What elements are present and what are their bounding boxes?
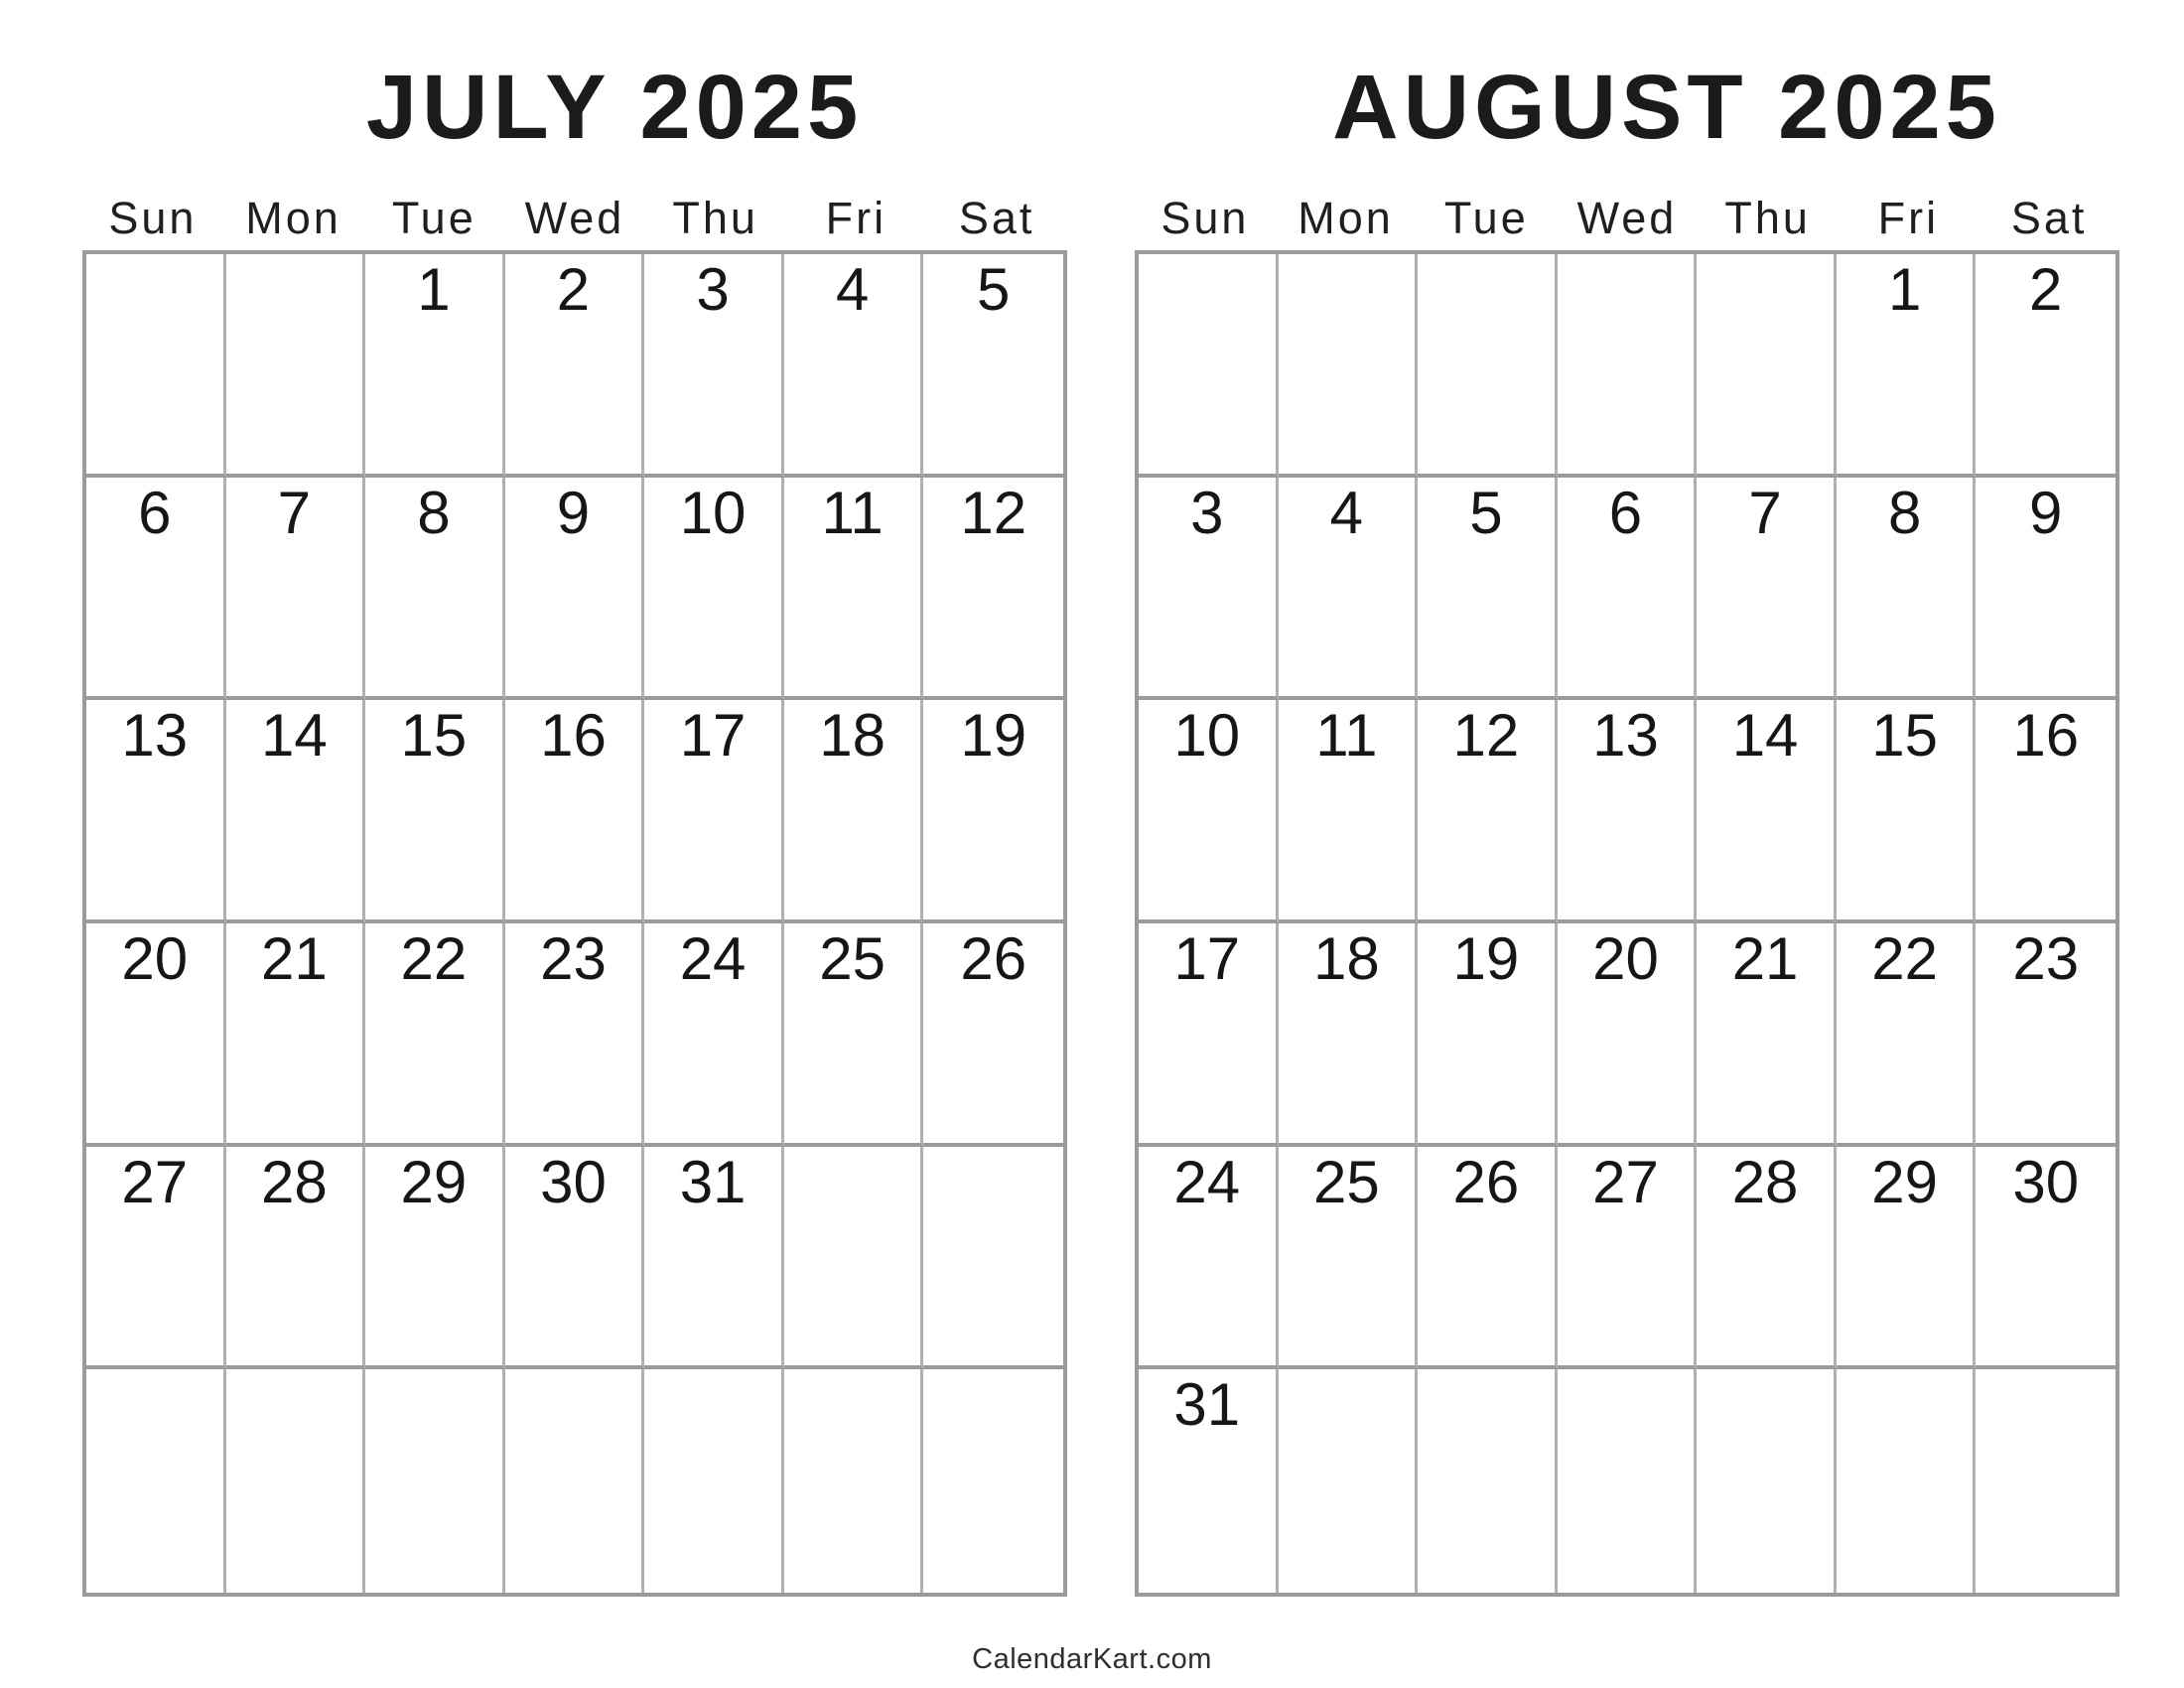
day-number: 5	[1469, 479, 1503, 546]
day-number: 1	[1887, 256, 1922, 323]
day-cell	[1139, 923, 1279, 1147]
day-number: 14	[260, 702, 328, 770]
day-cell	[1558, 700, 1698, 923]
weekday-header-row	[82, 193, 1067, 243]
weekday-label: Thu	[1724, 193, 1811, 243]
day-cell	[1976, 1147, 2116, 1370]
day-number: 17	[1173, 925, 1241, 992]
day-cell	[1976, 700, 2116, 923]
month-grid	[1135, 250, 2119, 1597]
day-number: 11	[821, 479, 884, 546]
day-cell	[784, 923, 924, 1147]
day-cell	[1279, 923, 1419, 1147]
day-number: 6	[138, 479, 172, 546]
day-cell	[1837, 923, 1977, 1147]
day-cell	[1976, 478, 2116, 701]
day-cell	[86, 478, 226, 701]
day-number: 16	[2012, 702, 2080, 770]
day-cell	[1837, 1147, 1977, 1370]
day-number: 25	[819, 925, 886, 992]
day-number: 28	[260, 1148, 328, 1215]
day-cell	[1697, 254, 1837, 478]
day-number: 20	[1592, 925, 1659, 992]
day-cell	[923, 700, 1063, 923]
day-cell	[1697, 1369, 1837, 1593]
day-number: 20	[121, 925, 189, 992]
day-cell	[923, 1147, 1063, 1370]
calendar-august	[1135, 0, 2119, 1688]
day-cell	[505, 1147, 645, 1370]
footer-watermark: CalendarKart.com	[972, 1643, 1212, 1675]
weekday-label: Tue	[391, 193, 477, 243]
day-cell	[923, 1369, 1063, 1593]
day-cell	[1139, 700, 1279, 923]
day-cell	[784, 700, 924, 923]
day-cell	[226, 923, 366, 1147]
day-cell	[1558, 1147, 1698, 1370]
day-number: 17	[679, 702, 747, 770]
day-cell	[86, 700, 226, 923]
day-cell	[784, 1369, 924, 1593]
day-number: 26	[1452, 1148, 1520, 1215]
day-cell	[1697, 478, 1837, 701]
day-cell	[226, 1147, 366, 1370]
day-cell	[1279, 478, 1419, 701]
day-cell	[644, 478, 784, 701]
day-cell	[1976, 254, 2116, 478]
day-number: 21	[260, 925, 328, 992]
day-cell	[1976, 923, 2116, 1147]
day-number: 4	[1329, 479, 1364, 546]
day-number: 9	[2029, 479, 2063, 546]
day-number: 28	[1731, 1148, 1799, 1215]
day-number: 3	[696, 256, 730, 323]
day-number: 26	[960, 925, 1027, 992]
day-number: 16	[540, 702, 607, 770]
day-cell	[923, 478, 1063, 701]
weekday-label: Mon	[1297, 193, 1394, 243]
weekday-label: Thu	[672, 193, 758, 243]
day-cell	[505, 478, 645, 701]
day-number: 30	[540, 1148, 607, 1215]
day-cell	[1279, 700, 1419, 923]
day-cell	[1558, 1369, 1698, 1593]
weekday-label: Tue	[1443, 193, 1529, 243]
day-number: 13	[1592, 702, 1659, 770]
day-cell	[644, 923, 784, 1147]
day-cell	[1139, 1147, 1279, 1370]
day-cell	[1139, 1369, 1279, 1593]
day-number: 19	[1452, 925, 1520, 992]
day-number: 27	[121, 1148, 189, 1215]
weekday-header-row	[1135, 193, 2119, 243]
day-cell	[1279, 254, 1419, 478]
day-cell	[1837, 254, 1977, 478]
day-number: 18	[819, 702, 886, 770]
day-number: 18	[1312, 925, 1380, 992]
day-cell	[1976, 1369, 2116, 1593]
day-number: 15	[400, 702, 468, 770]
day-cell	[226, 254, 366, 478]
day-number: 6	[1608, 479, 1643, 546]
day-cell	[365, 478, 505, 701]
weekday-label: Mon	[245, 193, 341, 243]
day-cell	[365, 923, 505, 1147]
day-number: 15	[1871, 702, 1938, 770]
month-title: AUGUST 2025	[1332, 57, 2001, 158]
day-number: 5	[977, 256, 1011, 323]
day-cell	[86, 923, 226, 1147]
day-cell	[365, 1369, 505, 1593]
day-number: 10	[1173, 702, 1241, 770]
day-number: 2	[556, 256, 591, 323]
day-cell	[784, 254, 924, 478]
weekday-label: Wed	[524, 193, 625, 243]
day-cell	[1558, 923, 1698, 1147]
day-number: 1	[417, 256, 451, 323]
day-cell	[1279, 1147, 1419, 1370]
day-cell	[226, 1369, 366, 1593]
day-cell	[1697, 700, 1837, 923]
weekday-label: Sat	[2010, 193, 2088, 243]
day-cell	[1418, 923, 1558, 1147]
day-cell	[365, 700, 505, 923]
day-number: 3	[1190, 479, 1224, 546]
day-number: 21	[1731, 925, 1799, 992]
day-cell	[1837, 1369, 1977, 1593]
day-number: 10	[679, 479, 747, 546]
day-number: 23	[540, 925, 607, 992]
day-cell	[644, 1147, 784, 1370]
day-cell	[1418, 1369, 1558, 1593]
day-cell	[505, 254, 645, 478]
day-cell	[784, 478, 924, 701]
day-cell	[505, 923, 645, 1147]
day-cell	[784, 1147, 924, 1370]
day-number: 29	[400, 1148, 468, 1215]
weekday-label: Sun	[108, 193, 198, 243]
day-cell	[505, 1369, 645, 1593]
day-cell	[86, 1147, 226, 1370]
day-number: 7	[1748, 479, 1782, 546]
day-number: 24	[679, 925, 747, 992]
day-cell	[1558, 254, 1698, 478]
day-number: 22	[1871, 925, 1938, 992]
day-cell	[365, 1147, 505, 1370]
weekday-label: Sun	[1160, 193, 1250, 243]
day-cell	[644, 700, 784, 923]
month-title: JULY 2025	[365, 57, 864, 158]
day-number: 9	[556, 479, 591, 546]
day-cell	[1279, 1369, 1419, 1593]
day-number: 11	[1315, 702, 1378, 770]
day-number: 29	[1871, 1148, 1938, 1215]
day-number: 12	[960, 479, 1027, 546]
calendar-july	[82, 0, 1067, 1688]
day-cell	[1697, 923, 1837, 1147]
day-cell	[505, 700, 645, 923]
day-number: 2	[2029, 256, 2063, 323]
day-cell	[1418, 478, 1558, 701]
day-number: 22	[400, 925, 468, 992]
day-number: 24	[1173, 1148, 1241, 1215]
day-cell	[644, 1369, 784, 1593]
day-cell	[86, 254, 226, 478]
day-cell	[365, 254, 505, 478]
day-cell	[1139, 478, 1279, 701]
day-cell	[1418, 700, 1558, 923]
day-cell	[226, 478, 366, 701]
day-number: 27	[1592, 1148, 1659, 1215]
day-cell	[923, 923, 1063, 1147]
day-number: 31	[1173, 1371, 1241, 1439]
day-cell	[1139, 254, 1279, 478]
day-number: 30	[2012, 1148, 2080, 1215]
day-number: 8	[1887, 479, 1922, 546]
day-cell	[1697, 1147, 1837, 1370]
weekday-label: Fri	[1877, 193, 1940, 243]
weekday-label: Wed	[1576, 193, 1678, 243]
day-cell	[1418, 254, 1558, 478]
day-number: 19	[960, 702, 1027, 770]
day-number: 4	[835, 256, 870, 323]
weekday-label: Sat	[958, 193, 1035, 243]
day-number: 8	[417, 479, 451, 546]
day-cell	[644, 254, 784, 478]
day-cell	[226, 700, 366, 923]
month-grid	[82, 250, 1067, 1597]
day-number: 31	[679, 1148, 747, 1215]
day-number: 7	[277, 479, 312, 546]
day-number: 23	[2012, 925, 2080, 992]
day-cell	[1558, 478, 1698, 701]
day-cell	[1837, 478, 1977, 701]
day-cell	[923, 254, 1063, 478]
day-number: 13	[121, 702, 189, 770]
day-number: 14	[1731, 702, 1799, 770]
weekday-label: Fri	[825, 193, 887, 243]
day-number: 25	[1312, 1148, 1380, 1215]
day-number: 12	[1452, 702, 1520, 770]
day-cell	[1837, 700, 1977, 923]
day-cell	[1418, 1147, 1558, 1370]
day-cell	[86, 1369, 226, 1593]
